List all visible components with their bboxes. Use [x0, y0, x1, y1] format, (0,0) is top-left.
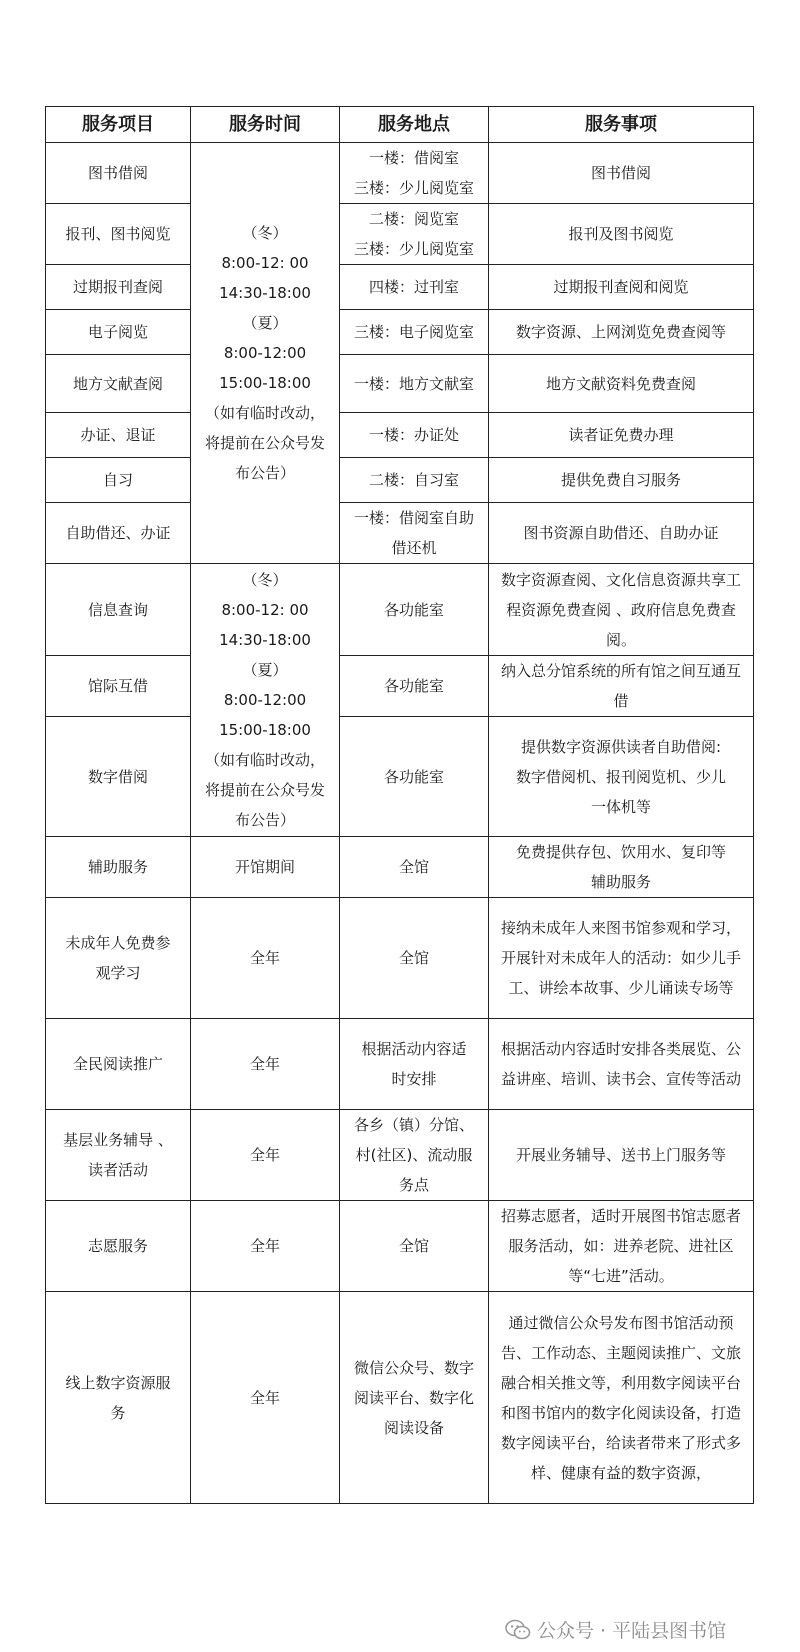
cell-desc: 通过微信公众号发布图书馆活动预告、工作动态、主题阅读推广、文旅融合相关推文等，利用数字阅读平台和图书馆内的数字化阅读设备，打造数字阅读平台，给读者带来了形式多样、健康有益的数字资源，: [489, 1292, 754, 1504]
table-row: [46, 898, 754, 1019]
cell-place: 二楼：自习室: [340, 458, 489, 503]
cell-place: 各功能室: [340, 717, 489, 837]
table-row: [46, 204, 754, 265]
table-row: [46, 1019, 754, 1110]
cell-time: 全年: [191, 1292, 340, 1504]
table-row: [46, 310, 754, 355]
watermark-footer: [505, 1616, 726, 1643]
cell-desc: 接纳未成年人来图书馆参观和学习，开展针对未成年人的活动：如少儿手工、讲绘本故事、少儿诵读专场等: [489, 898, 754, 1019]
cell-place: 各功能室: [340, 656, 489, 717]
cell-item: 办证、退证: [46, 413, 191, 458]
cell-place: 一楼：办证处: [340, 413, 489, 458]
header-row: [46, 107, 754, 143]
cell-desc: 地方文献资料免费查阅: [489, 355, 754, 413]
table-row: [46, 355, 754, 413]
cell-place: 二楼：阅览室 三楼：少儿阅览室: [340, 204, 489, 265]
cell-place: 一楼：借阅室 三楼：少儿阅览室: [340, 143, 489, 204]
table-row: [46, 1201, 754, 1292]
footer-text: 公众号 · 平陆县图书馆: [537, 1620, 727, 1642]
cell-desc: 图书借阅: [489, 143, 754, 204]
service-table: [45, 106, 754, 1504]
table-row: [46, 503, 754, 564]
header-desc: 服务事项: [489, 107, 754, 143]
cell-desc: 开展业务辅导、送书上门服务等: [489, 1110, 754, 1201]
cell-place: 四楼：过刊室: [340, 265, 489, 310]
cell-desc: 根据活动内容适时安排各类展览、公益讲座、培训、读书会、宣传等活动: [489, 1019, 754, 1110]
cell-item: 馆际互借: [46, 656, 191, 717]
cell-desc: 免费提供存包、饮用水、复印等 辅助服务: [489, 837, 754, 898]
cell-item: 未成年人免费参 观学习: [46, 898, 191, 1019]
cell-desc: 提供免费自习服务: [489, 458, 754, 503]
table-row: [46, 656, 754, 717]
cell-desc: 数字资源、上网浏览免费查阅等: [489, 310, 754, 355]
header-time: 服务时间: [191, 107, 340, 143]
table-row: [46, 837, 754, 898]
cell-desc: 纳入总分馆系统的所有馆之间互通互借: [489, 656, 754, 717]
cell-desc: 提供数字资源供读者自助借阅: 数字借阅机、报刊阅览机、少儿 一体机等: [489, 717, 754, 837]
cell-item: 自习: [46, 458, 191, 503]
table-row: [46, 564, 754, 656]
table-row: [46, 1292, 754, 1504]
cell-place: 全馆: [340, 1201, 489, 1292]
cell-place: 全馆: [340, 898, 489, 1019]
cell-item: 志愿服务: [46, 1201, 191, 1292]
cell-item: 电子阅览: [46, 310, 191, 355]
cell-item: 信息查询: [46, 564, 191, 656]
cell-place: 三楼：电子阅览室: [340, 310, 489, 355]
table-row: [46, 717, 754, 837]
cell-place: 微信公众号、数字 阅读平台、数字化 阅读设备: [340, 1292, 489, 1504]
cell-desc: 读者证免费办理: [489, 413, 754, 458]
cell-time: 全年: [191, 1019, 340, 1110]
cell-time: 开馆期间: [191, 837, 340, 898]
cell-item: 报刊、图书阅览: [46, 204, 191, 265]
cell-item: 全民阅读推广: [46, 1019, 191, 1110]
cell-time: 全年: [191, 898, 340, 1019]
cell-item: 地方文献查阅: [46, 355, 191, 413]
header-item: 服务项目: [46, 107, 191, 143]
cell-item: 过期报刊查阅: [46, 265, 191, 310]
cell-time: 全年: [191, 1201, 340, 1292]
header-place: 服务地点: [340, 107, 489, 143]
table-row: [46, 143, 754, 204]
wechat-icon: [505, 1619, 531, 1641]
table-row: [46, 458, 754, 503]
cell-time-group-2: （冬） 8:00-12: 00 14:30-18:00 （夏） 8:00-12:00 15:00-18:00 （如有临时改动， 将提前在公众号发 布公告）: [191, 564, 340, 837]
cell-place: 各乡（镇）分馆、 村(社区)、流动服 务点: [340, 1110, 489, 1201]
cell-desc: 图书资源自助借还、自助办证: [489, 503, 754, 564]
table-row: [46, 265, 754, 310]
cell-item: 辅助服务: [46, 837, 191, 898]
cell-desc: 招募志愿者，适时开展图书馆志愿者服务活动，如：进养老院、进社区等“七进”活动。: [489, 1201, 754, 1292]
cell-place: 一楼：借阅室自助 借还机: [340, 503, 489, 564]
cell-place: 根据活动内容适 时安排: [340, 1019, 489, 1110]
cell-item: 数字借阅: [46, 717, 191, 837]
cell-item: 线上数字资源服 务: [46, 1292, 191, 1504]
cell-place: 全馆: [340, 837, 489, 898]
cell-item: 基层业务辅导 、 读者活动: [46, 1110, 191, 1201]
cell-place: 各功能室: [340, 564, 489, 656]
cell-time: 全年: [191, 1110, 340, 1201]
cell-desc: 报刊及图书阅览: [489, 204, 754, 265]
cell-time-group-1: （冬） 8:00-12: 00 14:30-18:00 （夏） 8:00-12:00 15:00-18:00 （如有临时改动， 将提前在公众号发 布公告）: [191, 143, 340, 564]
table-row: [46, 413, 754, 458]
cell-desc: 过期报刊查阅和阅览: [489, 265, 754, 310]
cell-item: 图书借阅: [46, 143, 191, 204]
table-row: [46, 1110, 754, 1201]
cell-desc: 数字资源查阅、文化信息资源共享工程资源免费查阅 、政府信息免费查阅。: [489, 564, 754, 656]
cell-item: 自助借还、办证: [46, 503, 191, 564]
cell-place: 一楼：地方文献室: [340, 355, 489, 413]
